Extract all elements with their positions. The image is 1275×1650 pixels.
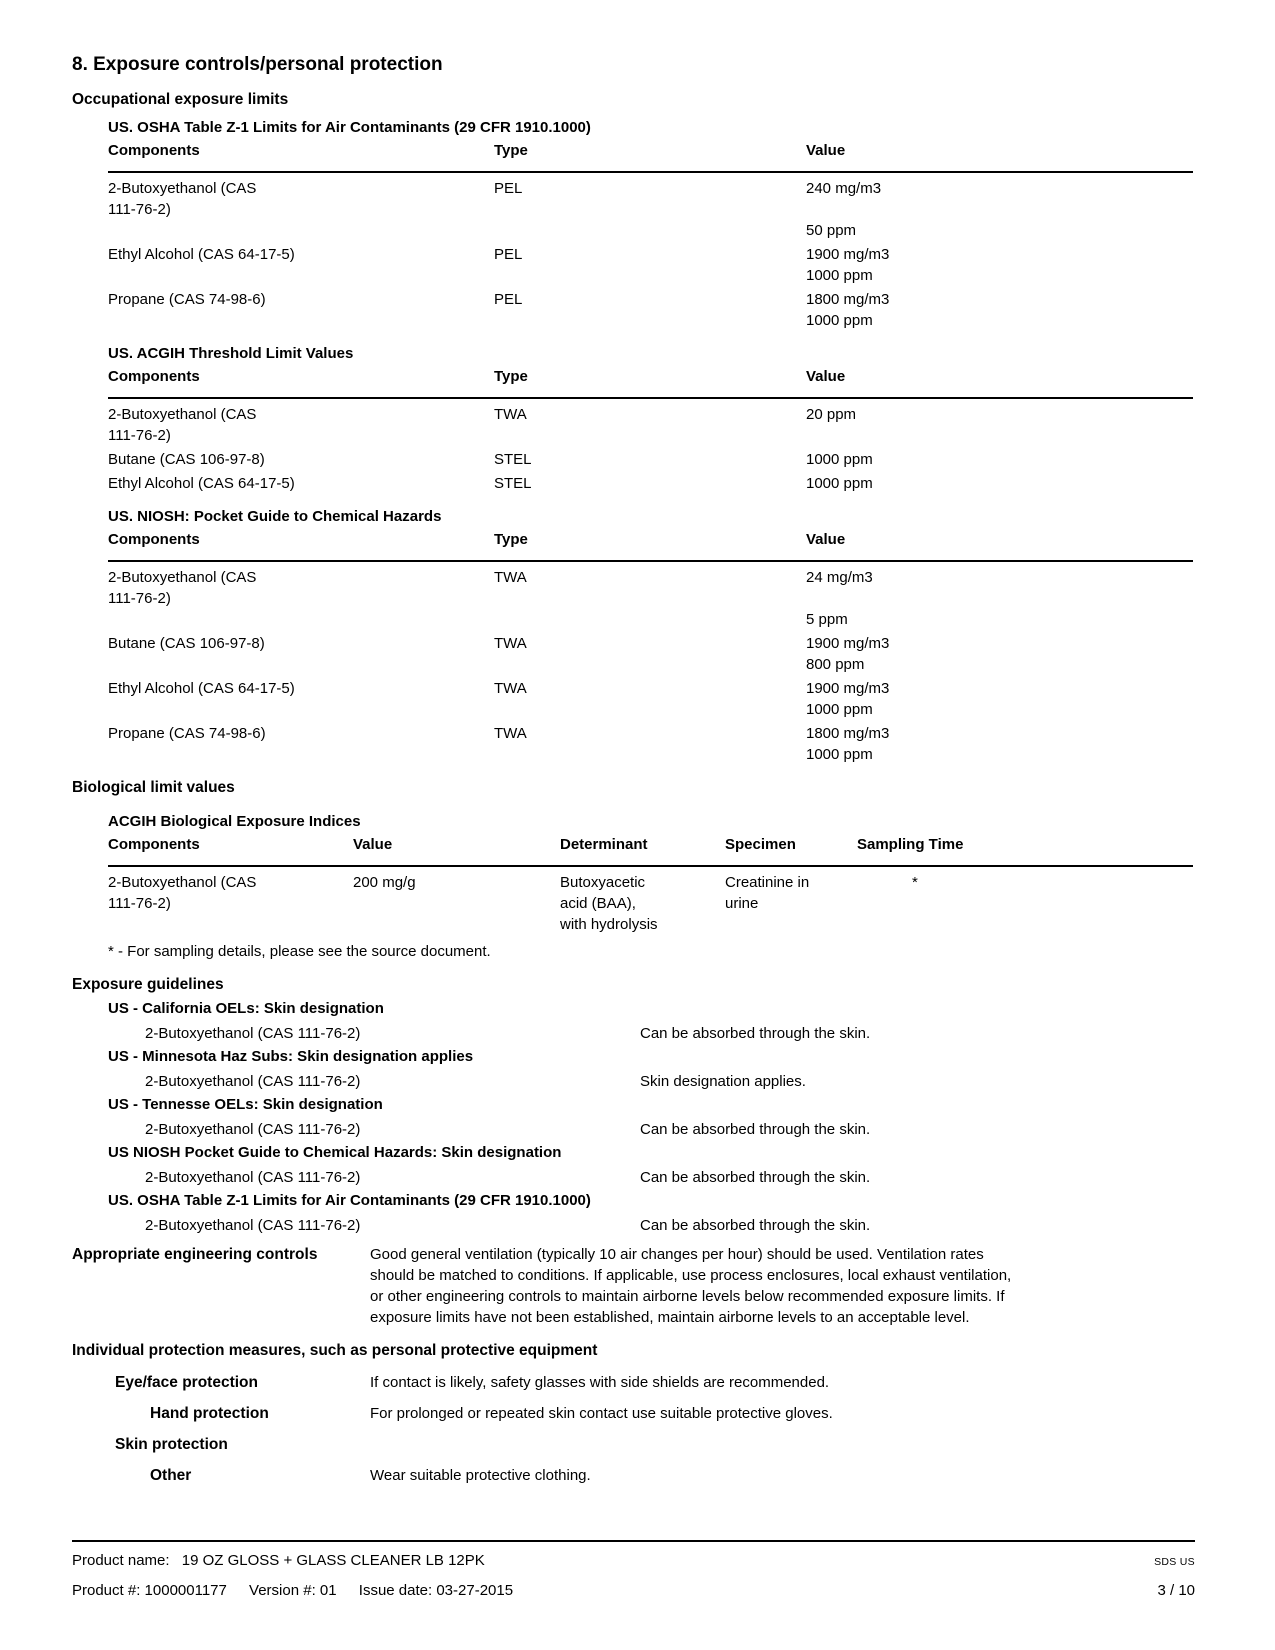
sds-region-label: SDS US [1154, 1556, 1195, 1568]
type-cell: TWA [494, 406, 527, 423]
component-cell [108, 723, 494, 765]
value-line: 1800 mg/m3 [806, 291, 890, 308]
component-line: 2-Butoxyethanol (CAS [108, 180, 257, 197]
value-line: 1900 mg/m3 [806, 680, 890, 697]
column-header: Components [108, 142, 200, 159]
component-cell [108, 633, 494, 675]
protection-item-label: Other [150, 1467, 192, 1484]
table-row [108, 678, 1193, 720]
type-cell: STEL [494, 451, 532, 468]
component-cell [108, 404, 494, 446]
oel-header-row [108, 140, 1193, 161]
component-cell [108, 872, 353, 935]
exposure-guideline-title: US. OSHA Table Z-1 Limits for Air Contaminants (29 CFR 1910.1000) [108, 1192, 591, 1209]
table-row [108, 633, 1193, 675]
determinant-line: Butoxyacetic [560, 874, 646, 891]
component-line: 111-76-2) [108, 590, 171, 607]
protection-item-row [72, 1465, 1193, 1486]
component-line: Propane (CAS 74-98-6) [108, 291, 266, 308]
protection-item-label: Eye/face protection [115, 1374, 258, 1391]
protection-item-row [72, 1403, 1193, 1424]
component-cell [108, 678, 494, 720]
exposure-guideline-row [145, 1215, 1193, 1236]
component-line: 111-76-2) [108, 201, 171, 218]
determinant-cell [560, 872, 725, 935]
value-line: 800 ppm [806, 656, 865, 673]
section-title: 8. Exposure controls/personal protection [72, 54, 443, 75]
exposure-guidelines-heading: Exposure guidelines [72, 976, 224, 993]
column-header: Components [108, 368, 200, 385]
individual-protection-heading: Individual protection measures, such as personal protective equipment [72, 1342, 598, 1359]
exposure-guideline-title: US - Minnesota Haz Subs: Skin designation applies [108, 1048, 474, 1065]
version-label: Version #: [249, 1582, 316, 1599]
product-number-value: 1000001177 [144, 1582, 227, 1599]
value-line: 1000 ppm [806, 267, 873, 284]
component-line: Butane (CAS 106-97-8) [108, 451, 265, 468]
oel-table-title: US. NIOSH: Pocket Guide to Chemical Hazards [108, 508, 442, 525]
value-cell: 200 mg/g [353, 874, 416, 891]
exposure-guideline-note: Can be absorbed through the skin. [640, 1217, 871, 1234]
value-cell [806, 244, 1193, 286]
exposure-guideline-row [145, 1071, 1193, 1092]
component-line: Ethyl Alcohol (CAS 64-17-5) [108, 246, 295, 263]
component-line: Ethyl Alcohol (CAS 64-17-5) [108, 475, 295, 492]
table-rule [108, 397, 1193, 399]
exposure-guideline-row [145, 1167, 1193, 1188]
protection-item-label: Hand protection [150, 1405, 269, 1422]
column-header: Value [353, 836, 393, 853]
issue-date-value: 03-27-2015 [436, 1582, 514, 1599]
table-row [108, 404, 1193, 446]
value-line: 1000 ppm [806, 475, 873, 492]
table-row [108, 449, 1193, 470]
value-line: 5 ppm [806, 611, 848, 628]
product-name-label: Product name: [72, 1552, 170, 1569]
bio-footnote: * - For sampling details, please see the source document. [108, 943, 491, 960]
type-cell: TWA [494, 569, 527, 586]
protection-item-text: If contact is likely, safety glasses with side shields are recommended. [370, 1374, 830, 1391]
table-row [108, 723, 1193, 765]
column-header: Sampling Time [857, 836, 964, 853]
footer-product-meta [72, 1580, 513, 1601]
oel-header-row [108, 529, 1193, 550]
product-name-value: 19 OZ GLOSS + GLASS CLEANER LB 12PK [181, 1552, 485, 1569]
footer-line-1 [72, 1550, 1195, 1573]
column-header: Determinant [560, 836, 648, 853]
component-cell [108, 449, 494, 470]
column-header: Value [806, 142, 846, 159]
exposure-guideline-component: 2-Butoxyethanol (CAS 111-76-2) [145, 1169, 361, 1186]
component-line: 111-76-2) [108, 895, 171, 912]
oel-table-title: US. ACGIH Threshold Limit Values [108, 345, 354, 362]
page-footer [72, 1540, 1195, 1601]
protection-item-text [370, 1434, 1193, 1455]
protection-item-text: Wear suitable protective clothing. [370, 1467, 591, 1484]
column-header: Type [494, 531, 528, 548]
component-line: 2-Butoxyethanol (CAS [108, 874, 257, 891]
value-line: 240 mg/m3 [806, 180, 882, 197]
value-line: 1000 ppm [806, 312, 873, 329]
column-header: Components [108, 531, 200, 548]
exposure-guideline-note: Skin designation applies. [640, 1073, 806, 1090]
component-line: Ethyl Alcohol (CAS 64-17-5) [108, 680, 295, 697]
engineering-controls-text-line: exposure limits have not been established, maintain airborne levels to an acceptable level. [370, 1309, 970, 1326]
type-cell: PEL [494, 291, 523, 308]
value-line: 50 ppm [806, 222, 857, 239]
table-row [108, 473, 1193, 494]
oel-header-row [108, 366, 1193, 387]
exposure-guideline-row [145, 1023, 1193, 1044]
value-cell [806, 723, 1193, 765]
exposure-guideline-title: US - California OELs: Skin designation [108, 1000, 384, 1017]
table-row [108, 567, 1193, 630]
component-cell [108, 289, 494, 331]
exposure-guideline-component: 2-Butoxyethanol (CAS 111-76-2) [145, 1025, 361, 1042]
sampling-time-cell: * [912, 874, 918, 891]
biological-limit-heading: Biological limit values [72, 779, 235, 796]
value-line: 24 mg/m3 [806, 569, 873, 586]
bio-table [72, 834, 1193, 935]
occupational-exposure-tables [72, 117, 1193, 765]
exposure-guideline-title: US - Tennesse OELs: Skin designation [108, 1096, 383, 1113]
exposure-guideline-component: 2-Butoxyethanol (CAS 111-76-2) [145, 1217, 361, 1234]
exposure-guideline-note: Can be absorbed through the skin. [640, 1025, 871, 1042]
type-cell: PEL [494, 180, 523, 197]
component-cell [108, 473, 494, 494]
type-cell: PEL [494, 246, 523, 263]
specimen-cell [725, 872, 857, 935]
value-line: 1000 ppm [806, 701, 873, 718]
column-header: Specimen [725, 836, 796, 853]
component-cell [108, 567, 494, 630]
value-cell [806, 567, 1193, 630]
page-number: 3 / 10 [1157, 1582, 1195, 1599]
type-cell: TWA [494, 635, 527, 652]
column-header: Type [494, 368, 528, 385]
type-cell: TWA [494, 725, 527, 742]
footer-line-2 [72, 1580, 1195, 1601]
oel-table-title: US. OSHA Table Z-1 Limits for Air Contaminants (29 CFR 1910.1000) [108, 119, 591, 136]
occupational-exposure-heading: Occupational exposure limits [72, 91, 289, 108]
value-cell [806, 289, 1193, 331]
table-row [108, 244, 1193, 286]
type-cell: STEL [494, 475, 532, 492]
protection-item-row [72, 1372, 1193, 1393]
determinant-line: acid (BAA), [560, 895, 636, 912]
table-row [108, 178, 1193, 241]
value-line: 1000 ppm [806, 451, 873, 468]
footer-product-name [72, 1550, 485, 1571]
table-rule [108, 865, 1193, 867]
engineering-controls-row [72, 1244, 1193, 1328]
value-cell [806, 473, 1193, 494]
version-value: 01 [319, 1582, 337, 1599]
column-header: Value [806, 368, 846, 385]
value-line: 1900 mg/m3 [806, 635, 890, 652]
issue-date-label: Issue date: [358, 1582, 433, 1599]
component-cell [108, 244, 494, 286]
value-line: 1800 mg/m3 [806, 725, 890, 742]
column-header: Components [108, 836, 200, 853]
table-row [108, 872, 1193, 935]
engineering-controls-text-line: should be matched to conditions. If applicable, use process enclosures, local exhaust ventilation, [370, 1267, 1012, 1284]
engineering-controls-text-line: or other engineering controls to maintain airborne levels below recommended exposure limits. If [370, 1288, 1005, 1305]
component-line: Propane (CAS 74-98-6) [108, 725, 266, 742]
value-cell [806, 404, 1193, 446]
determinant-line: with hydrolysis [560, 916, 658, 933]
value-line: 1900 mg/m3 [806, 246, 890, 263]
exposure-guideline-note: Can be absorbed through the skin. [640, 1121, 871, 1138]
component-line: 111-76-2) [108, 427, 171, 444]
footer-rule [72, 1540, 1195, 1542]
component-line: Butane (CAS 106-97-8) [108, 635, 265, 652]
value-cell [806, 633, 1193, 675]
bio-table-title: ACGIH Biological Exposure Indices [108, 813, 361, 830]
specimen-line: Creatinine in [725, 874, 810, 891]
value-cell [806, 178, 1193, 241]
protection-item-row [72, 1434, 1193, 1455]
column-header: Type [494, 142, 528, 159]
value-cell [806, 449, 1193, 470]
value-line: 1000 ppm [806, 746, 873, 763]
individual-protection-items [72, 1372, 1193, 1486]
exposure-guideline-component: 2-Butoxyethanol (CAS 111-76-2) [145, 1121, 361, 1138]
table-rule [108, 560, 1193, 562]
exposure-guidelines-entries [72, 998, 1193, 1236]
bio-header-row [108, 834, 1193, 855]
value-line: 20 ppm [806, 406, 857, 423]
exposure-guideline-component: 2-Butoxyethanol (CAS 111-76-2) [145, 1073, 361, 1090]
exposure-guideline-title: US NIOSH Pocket Guide to Chemical Hazards: Skin designation [108, 1144, 562, 1161]
exposure-guideline-row [145, 1119, 1193, 1140]
engineering-controls-text-line: Good general ventilation (typically 10 air changes per hour) should be used. Ventilation rates [370, 1246, 984, 1263]
type-cell: TWA [494, 680, 527, 697]
component-line: 2-Butoxyethanol (CAS [108, 569, 257, 586]
component-line: 2-Butoxyethanol (CAS [108, 406, 257, 423]
exposure-guideline-note: Can be absorbed through the skin. [640, 1169, 871, 1186]
engineering-controls-label: Appropriate engineering controls [72, 1246, 318, 1263]
column-header: Value [806, 531, 846, 548]
value-cell [806, 678, 1193, 720]
engineering-controls-text [370, 1244, 1150, 1328]
table-rule [108, 171, 1193, 173]
protection-item-label: Skin protection [115, 1436, 228, 1453]
protection-item-text: For prolonged or repeated skin contact use suitable protective gloves. [370, 1405, 833, 1422]
product-number-label: Product #: [72, 1582, 141, 1599]
table-row [108, 289, 1193, 331]
specimen-line: urine [725, 895, 759, 912]
component-cell [108, 178, 494, 241]
